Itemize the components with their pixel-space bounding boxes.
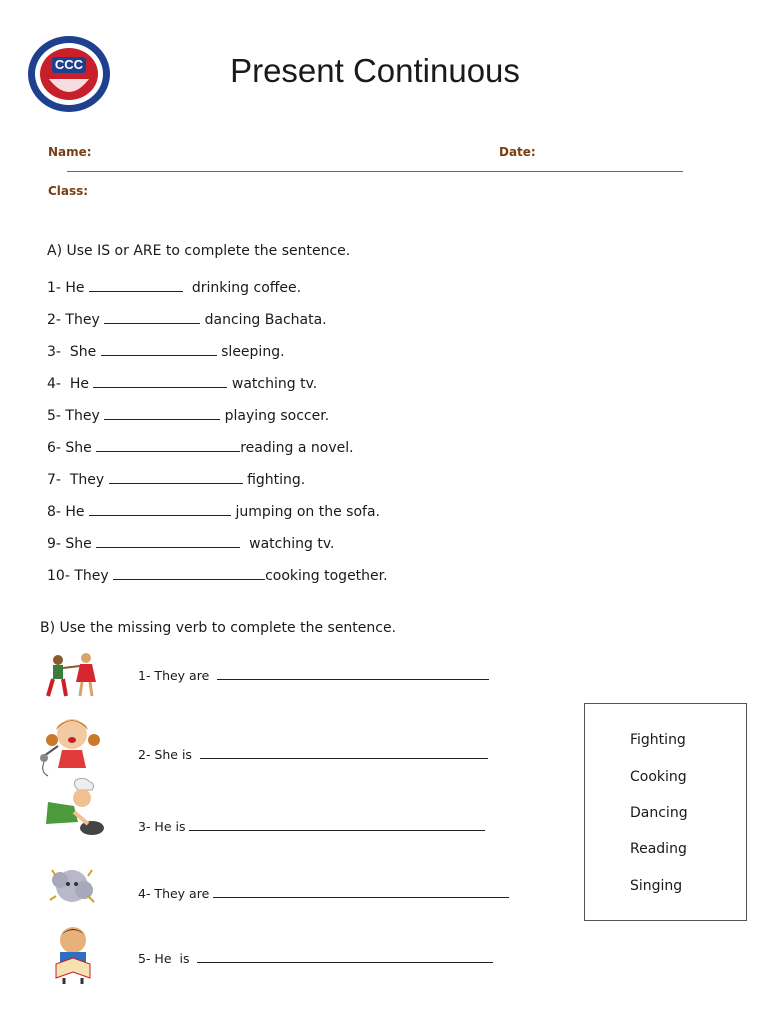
section-b-item	[138, 667, 489, 683]
item-prefix: 3- She	[47, 344, 101, 360]
section-a-item	[47, 311, 327, 328]
answer-blank[interactable]	[104, 407, 220, 420]
item-prefix: 4- He	[47, 376, 94, 392]
section-a-item	[47, 407, 329, 424]
item-suffix: jumping on the sofa.	[231, 504, 380, 520]
answer-blank[interactable]	[96, 439, 240, 452]
item-prefix: 1- They are	[138, 668, 218, 683]
item-prefix: 2- They	[47, 312, 105, 328]
section-a-item	[47, 375, 317, 392]
answer-blank[interactable]	[89, 279, 183, 292]
header-divider	[67, 171, 683, 172]
item-suffix: sleeping.	[216, 344, 285, 360]
class-label: Class:	[48, 184, 89, 198]
section-a-item	[47, 471, 305, 488]
answer-blank[interactable]	[96, 535, 240, 548]
page-title: Present Continuous	[230, 52, 520, 89]
item-prefix: 9- She	[47, 536, 97, 552]
item-prefix: 2- She is	[138, 747, 200, 762]
item-suffix: cooking together.	[265, 568, 388, 584]
item-suffix: watching tv.	[227, 376, 318, 392]
item-prefix: 1- He	[47, 280, 89, 296]
item-prefix: 3- He is	[138, 819, 190, 834]
section-a-item	[47, 503, 380, 520]
singing-girl-picture	[38, 716, 104, 778]
answer-blank[interactable]	[109, 471, 243, 484]
item-suffix: watching tv.	[240, 536, 335, 552]
item-prefix: 5- They	[47, 408, 105, 424]
answer-blank[interactable]	[93, 375, 227, 388]
item-prefix: 5- He is	[138, 951, 198, 966]
cooking-chef-picture	[44, 778, 104, 838]
answer-blank[interactable]	[113, 567, 265, 580]
section-a-item	[47, 279, 301, 296]
section-b-heading: B) Use the missing verb to complete the sentence.	[40, 620, 397, 636]
section-a-item	[47, 535, 334, 552]
section-b-item	[138, 818, 485, 834]
item-prefix: 4- They are	[138, 886, 214, 901]
answer-blank[interactable]	[200, 746, 488, 759]
item-suffix: dancing Bachata.	[200, 312, 327, 328]
item-suffix: drinking coffee.	[183, 280, 302, 296]
dancing-couple-picture	[44, 652, 100, 698]
section-b-item	[138, 950, 493, 966]
word-bank-item: Singing	[630, 878, 683, 894]
section-a-item	[47, 439, 354, 456]
name-label: Name:	[48, 145, 92, 159]
logo-text: CCC	[54, 57, 84, 72]
answer-blank[interactable]	[189, 818, 485, 831]
answer-blank[interactable]	[217, 667, 489, 680]
answer-blank[interactable]	[213, 885, 509, 898]
date-label: Date:	[499, 145, 536, 159]
item-prefix: 7- They	[47, 472, 109, 488]
answer-blank[interactable]	[104, 311, 200, 324]
item-prefix: 8- He	[47, 504, 89, 520]
item-suffix: fighting.	[242, 472, 306, 488]
section-a-item	[47, 567, 388, 584]
answer-blank[interactable]	[197, 950, 493, 963]
word-bank-item: Dancing	[630, 805, 688, 821]
word-bank-item: Fighting	[630, 732, 686, 748]
section-b-item	[138, 885, 509, 901]
answer-blank[interactable]	[89, 503, 231, 516]
section-a-heading: A) Use IS or ARE to complete the sentence.	[47, 243, 351, 259]
item-prefix: 6- She	[47, 440, 97, 456]
section-b-item	[138, 746, 488, 762]
fighting-cloud-picture	[46, 864, 98, 908]
item-suffix: reading a novel.	[240, 440, 354, 456]
section-a-item	[47, 343, 285, 360]
word-bank-box	[584, 703, 747, 921]
reading-boy-picture	[50, 924, 96, 986]
item-suffix: playing soccer.	[220, 408, 330, 424]
word-bank-item: Cooking	[630, 769, 687, 785]
answer-blank[interactable]	[101, 343, 217, 356]
item-prefix: 10- They	[47, 568, 114, 584]
word-bank-item: Reading	[630, 841, 687, 857]
